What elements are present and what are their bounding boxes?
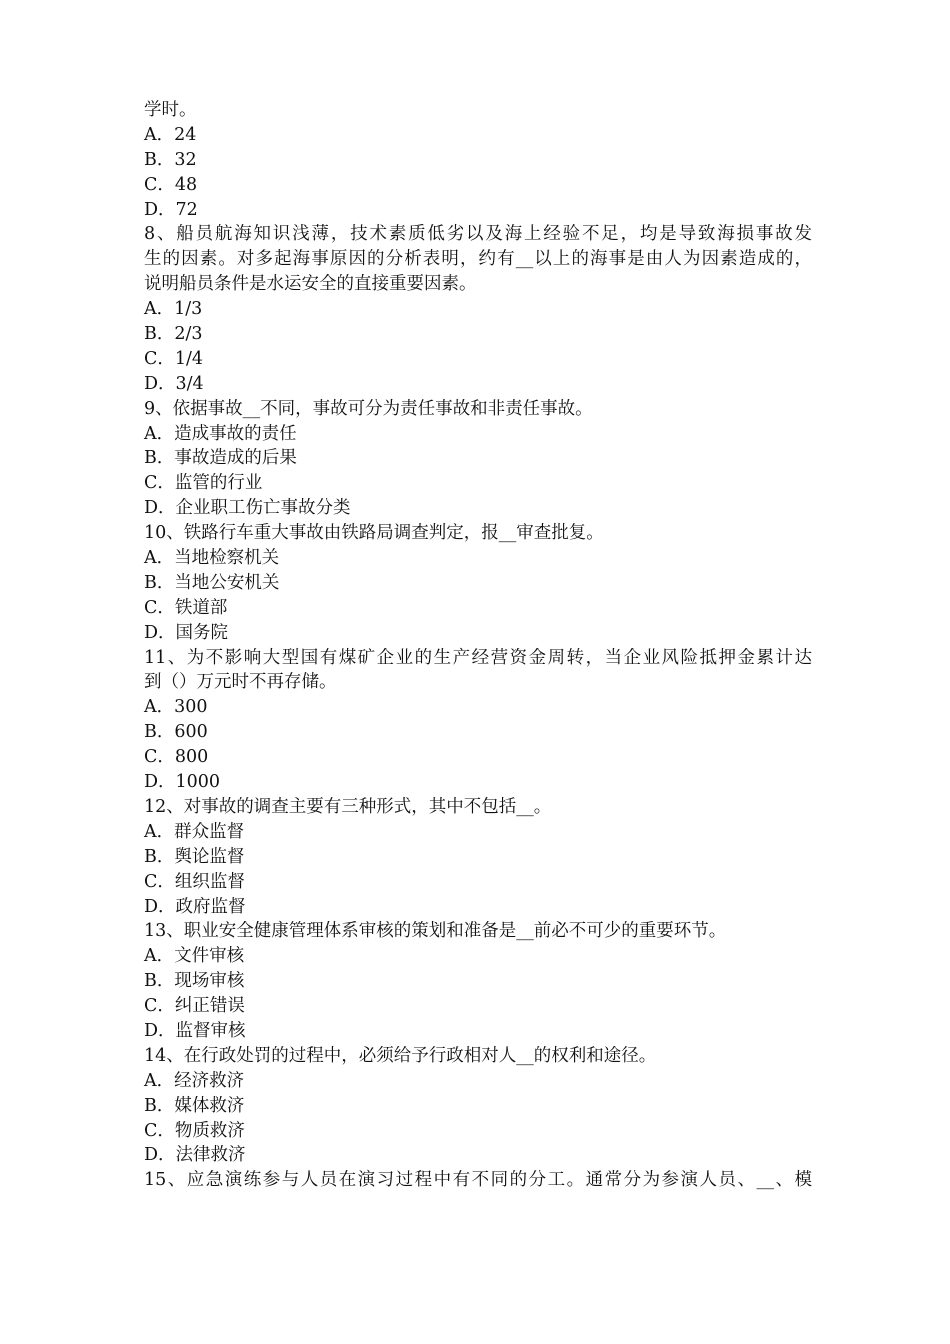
text-line: D．政府监督 (144, 896, 246, 917)
text-line: B．当地公安机关 (144, 572, 280, 593)
text-line: B．现场审核 (144, 971, 245, 992)
text-line: 12、对事故的调查主要有三种形式，其中不包括__。 (144, 796, 552, 817)
text-line: D．法律救济 (144, 1145, 246, 1166)
text-line: C．800 (144, 747, 209, 768)
text-line: C．组织监督 (144, 871, 245, 892)
text-line: 生的因素。对多起海事原因的分析表明，约有__以上的海事是由人为因素造成的， (144, 249, 812, 270)
text-line: D．国务院 (144, 622, 229, 643)
text-line: A．群众监督 (144, 821, 245, 842)
text-line: B．舆论监督 (144, 846, 245, 867)
text-line: 13、职业安全健康管理体系审核的策划和准备是__前必不可少的重要环节。 (144, 921, 727, 942)
text-line: B．2/3 (144, 324, 203, 345)
text-line: D．3/4 (144, 373, 204, 394)
text-line: A．造成事故的责任 (144, 423, 297, 444)
text-line: D．监督审核 (144, 1020, 246, 1041)
text-line: A．300 (144, 697, 208, 718)
text-line: 11、为不影响大型国有煤矿企业的生产经营资金周转，当企业风险抵押金累计达 (144, 647, 812, 668)
text-line: 学时。 (144, 100, 197, 120)
text-line: D．72 (144, 199, 198, 220)
text-line: C．物质救济 (144, 1120, 245, 1141)
text-line: 说明船员条件是水运安全的直接重要因素。 (144, 274, 477, 295)
text-line: C．铁道部 (144, 597, 228, 618)
text-line: 9、依据事故__不同，事故可分为责任事故和非责任事故。 (144, 398, 593, 419)
document-page (144, 98, 812, 1193)
text-line: A．文件审核 (144, 946, 245, 967)
text-line: B．媒体救济 (144, 1095, 245, 1116)
text-line: A．1/3 (144, 299, 203, 320)
text-line: C．监管的行业 (144, 473, 263, 494)
text-line: A．24 (144, 124, 197, 145)
text-line: A．当地检察机关 (144, 548, 280, 569)
text-line: 8、船员航海知识浅薄，技术素质低劣以及海上经验不足，均是导致海损事故发 (144, 224, 812, 245)
text-line: B．32 (144, 149, 197, 170)
text-line: 15、应急演练参与人员在演习过程中有不同的分工。通常分为参演人员、__、模 (144, 1170, 812, 1191)
text-line: D．企业职工伤亡事故分类 (144, 498, 351, 519)
text-line: D．1000 (144, 772, 221, 793)
text-line: C．48 (144, 174, 198, 195)
text-line: B．事故造成的后果 (144, 448, 297, 469)
text-line: C．1/4 (144, 348, 204, 369)
text-line: 14、在行政处罚的过程中，必须给予行政相对人__的权利和途径。 (144, 1045, 657, 1066)
text-line: 10、铁路行车重大事故由铁路局调查判定，报__审查批复。 (144, 523, 604, 544)
text-line: B．600 (144, 722, 208, 743)
text-line: A．经济救济 (144, 1070, 245, 1091)
text-line: 到（）万元时不再存储。 (144, 672, 337, 693)
text-line: C．纠正错误 (144, 996, 245, 1017)
